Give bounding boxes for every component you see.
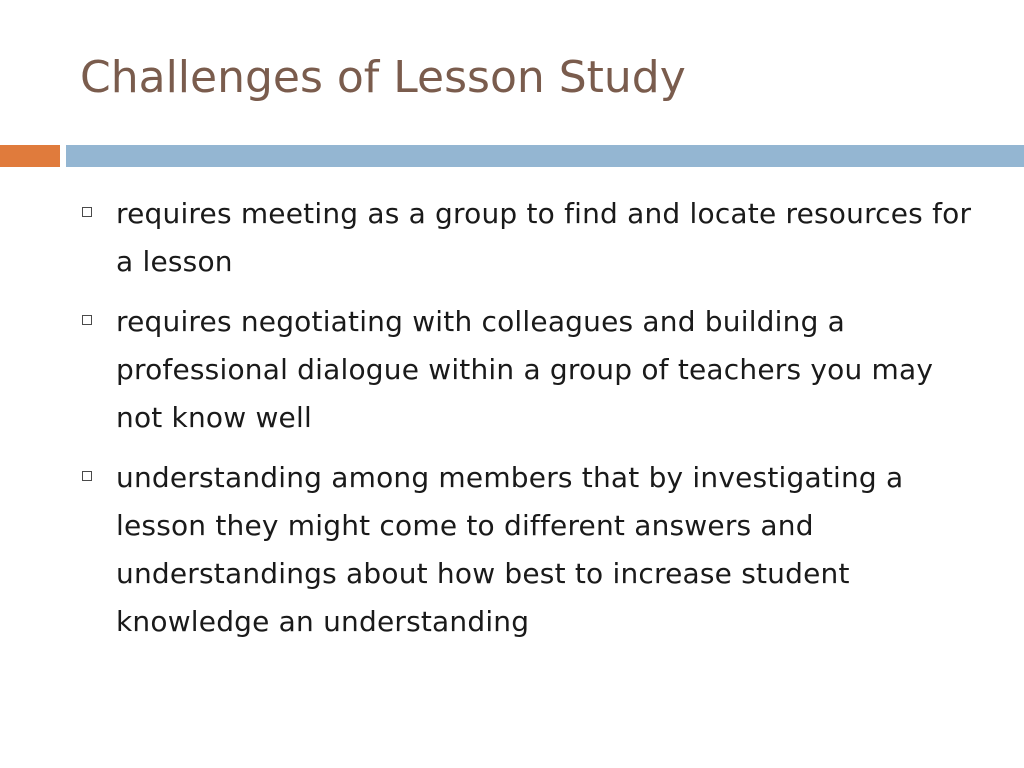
bullet-item — [80, 298, 980, 442]
hollow-square-bullet-icon — [80, 471, 102, 482]
bullet-text: understanding among members that by investigating a lesson they might come to different answers and understandings about how best to increase student knowledge an understanding — [116, 461, 904, 638]
orange-accent-bar — [0, 145, 60, 167]
blue-title-rule — [66, 145, 1024, 167]
bullet-text: requires meeting as a group to find and locate resources for a lesson — [116, 197, 972, 278]
hollow-square-bullet-icon — [80, 207, 102, 218]
slide-title: Challenges of Lesson Study — [80, 52, 686, 103]
bullet-list — [80, 190, 980, 658]
hollow-square-bullet-icon — [80, 315, 102, 326]
bullet-text: requires negotiating with colleagues and building a professional dialogue within a group of teachers you may not know well — [116, 305, 934, 434]
bullet-item — [80, 454, 980, 646]
bullet-item — [80, 190, 980, 286]
